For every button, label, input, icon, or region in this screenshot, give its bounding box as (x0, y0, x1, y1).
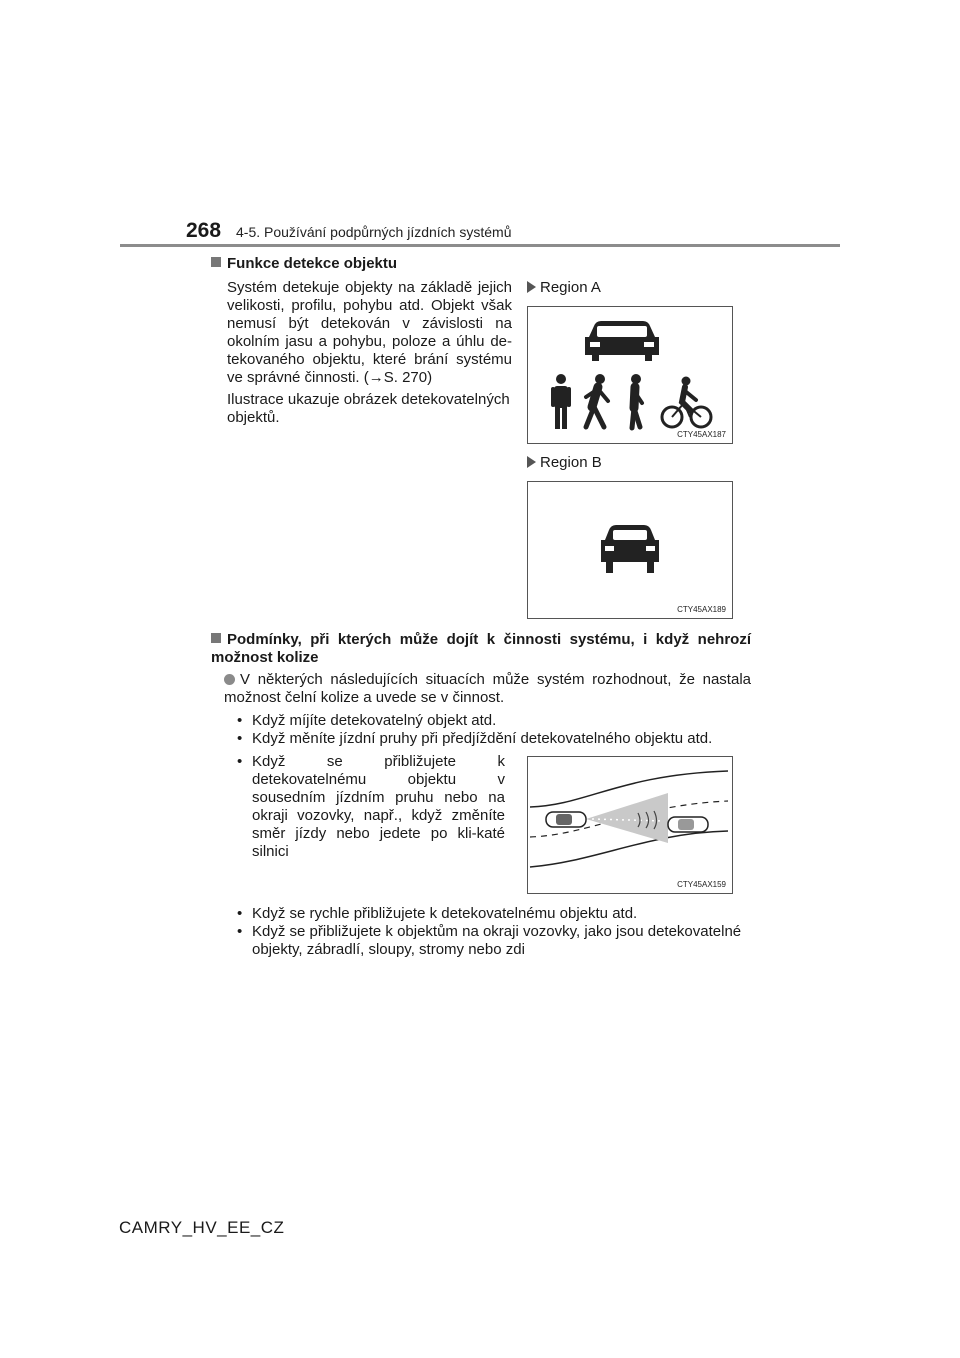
region-a-label: Region A (527, 279, 601, 296)
car-front-icon (601, 525, 659, 573)
bullet-with-figure (237, 753, 505, 861)
car-front-icon (585, 321, 659, 361)
list-item: • Když se rychle přibližujete k detekovatelnému objektu atd. (237, 905, 757, 923)
circle-bullet-icon (224, 674, 235, 685)
list-item: • Když se přibližujete k objektům na okraji vozovky, jako jsou detekovatelné objekty, zábradlí, sloupy, stromy nebo zdi (237, 923, 757, 959)
pedestrian-side-icon (631, 374, 642, 428)
square-bullet-icon (211, 633, 221, 643)
detection-description: Systém detekuje objekty na základě jejich velikosti, profilu, pohybu atd. Objekt však nemusí být detekován v závislosti na okolním jasu a pohybu, poloze a úhlu de-tekovaného objektu, které brání systému ve správné činnosti. (→S. 270) (227, 279, 512, 386)
triangle-marker-icon (527, 456, 536, 468)
bullet-list-bottom (237, 905, 757, 959)
region-b-figure (527, 481, 733, 619)
figure-code: CTY45AX187 (677, 430, 726, 439)
list-item: • Když měníte jízdní pruhy při předjíždění detekovatelného objektu atd. (237, 730, 757, 748)
false-activation-intro: V některých následujících situacích může systém rozhodnout, že nastala možnost čelní kolize a uvede se v činnost. (224, 671, 751, 706)
triangle-marker-icon (527, 281, 536, 293)
own-car-icon (546, 812, 586, 827)
bullet-list-top (237, 712, 757, 748)
illustration-note: Ilustrace ukazuje obrázek detekovatelných objektů. (227, 391, 510, 426)
pedestrian-walking-icon (586, 374, 608, 427)
cyclist-icon (662, 377, 711, 428)
square-bullet-icon (211, 257, 221, 267)
adjacent-lane-figure (527, 756, 733, 894)
list-item: • Když míjíte detekovatelný objekt atd. (237, 712, 757, 730)
section-title: 4-5. Používání podpůrných jízdních systémů (236, 224, 512, 240)
list-item: • Když se přibližujete k detekovatelnému objektu v sousedním jízdním pruhu nebo na okraji vozovky, např., když změníte směr jízdy nebo jedete po kli-katé silnici (237, 753, 505, 861)
pedestrian-standing-icon (551, 374, 571, 429)
model-code: CAMRY_HV_EE_CZ (119, 1218, 285, 1237)
figure-code: CTY45AX159 (677, 880, 726, 889)
detection-beam (586, 793, 668, 843)
region-b-label: Region B (527, 454, 602, 471)
detected-car-icon (668, 817, 708, 832)
page-number: 268 (186, 219, 222, 242)
header-rule (120, 244, 840, 247)
figure-code: CTY45AX189 (677, 605, 726, 614)
region-a-figure (527, 306, 733, 444)
section-heading-object-detection: Funkce detekce objektu (211, 255, 397, 272)
section-heading-false-activation: Podmínky, při kterých může dojít k činnosti systému, i když nehrozí možnost kolize (211, 631, 751, 666)
